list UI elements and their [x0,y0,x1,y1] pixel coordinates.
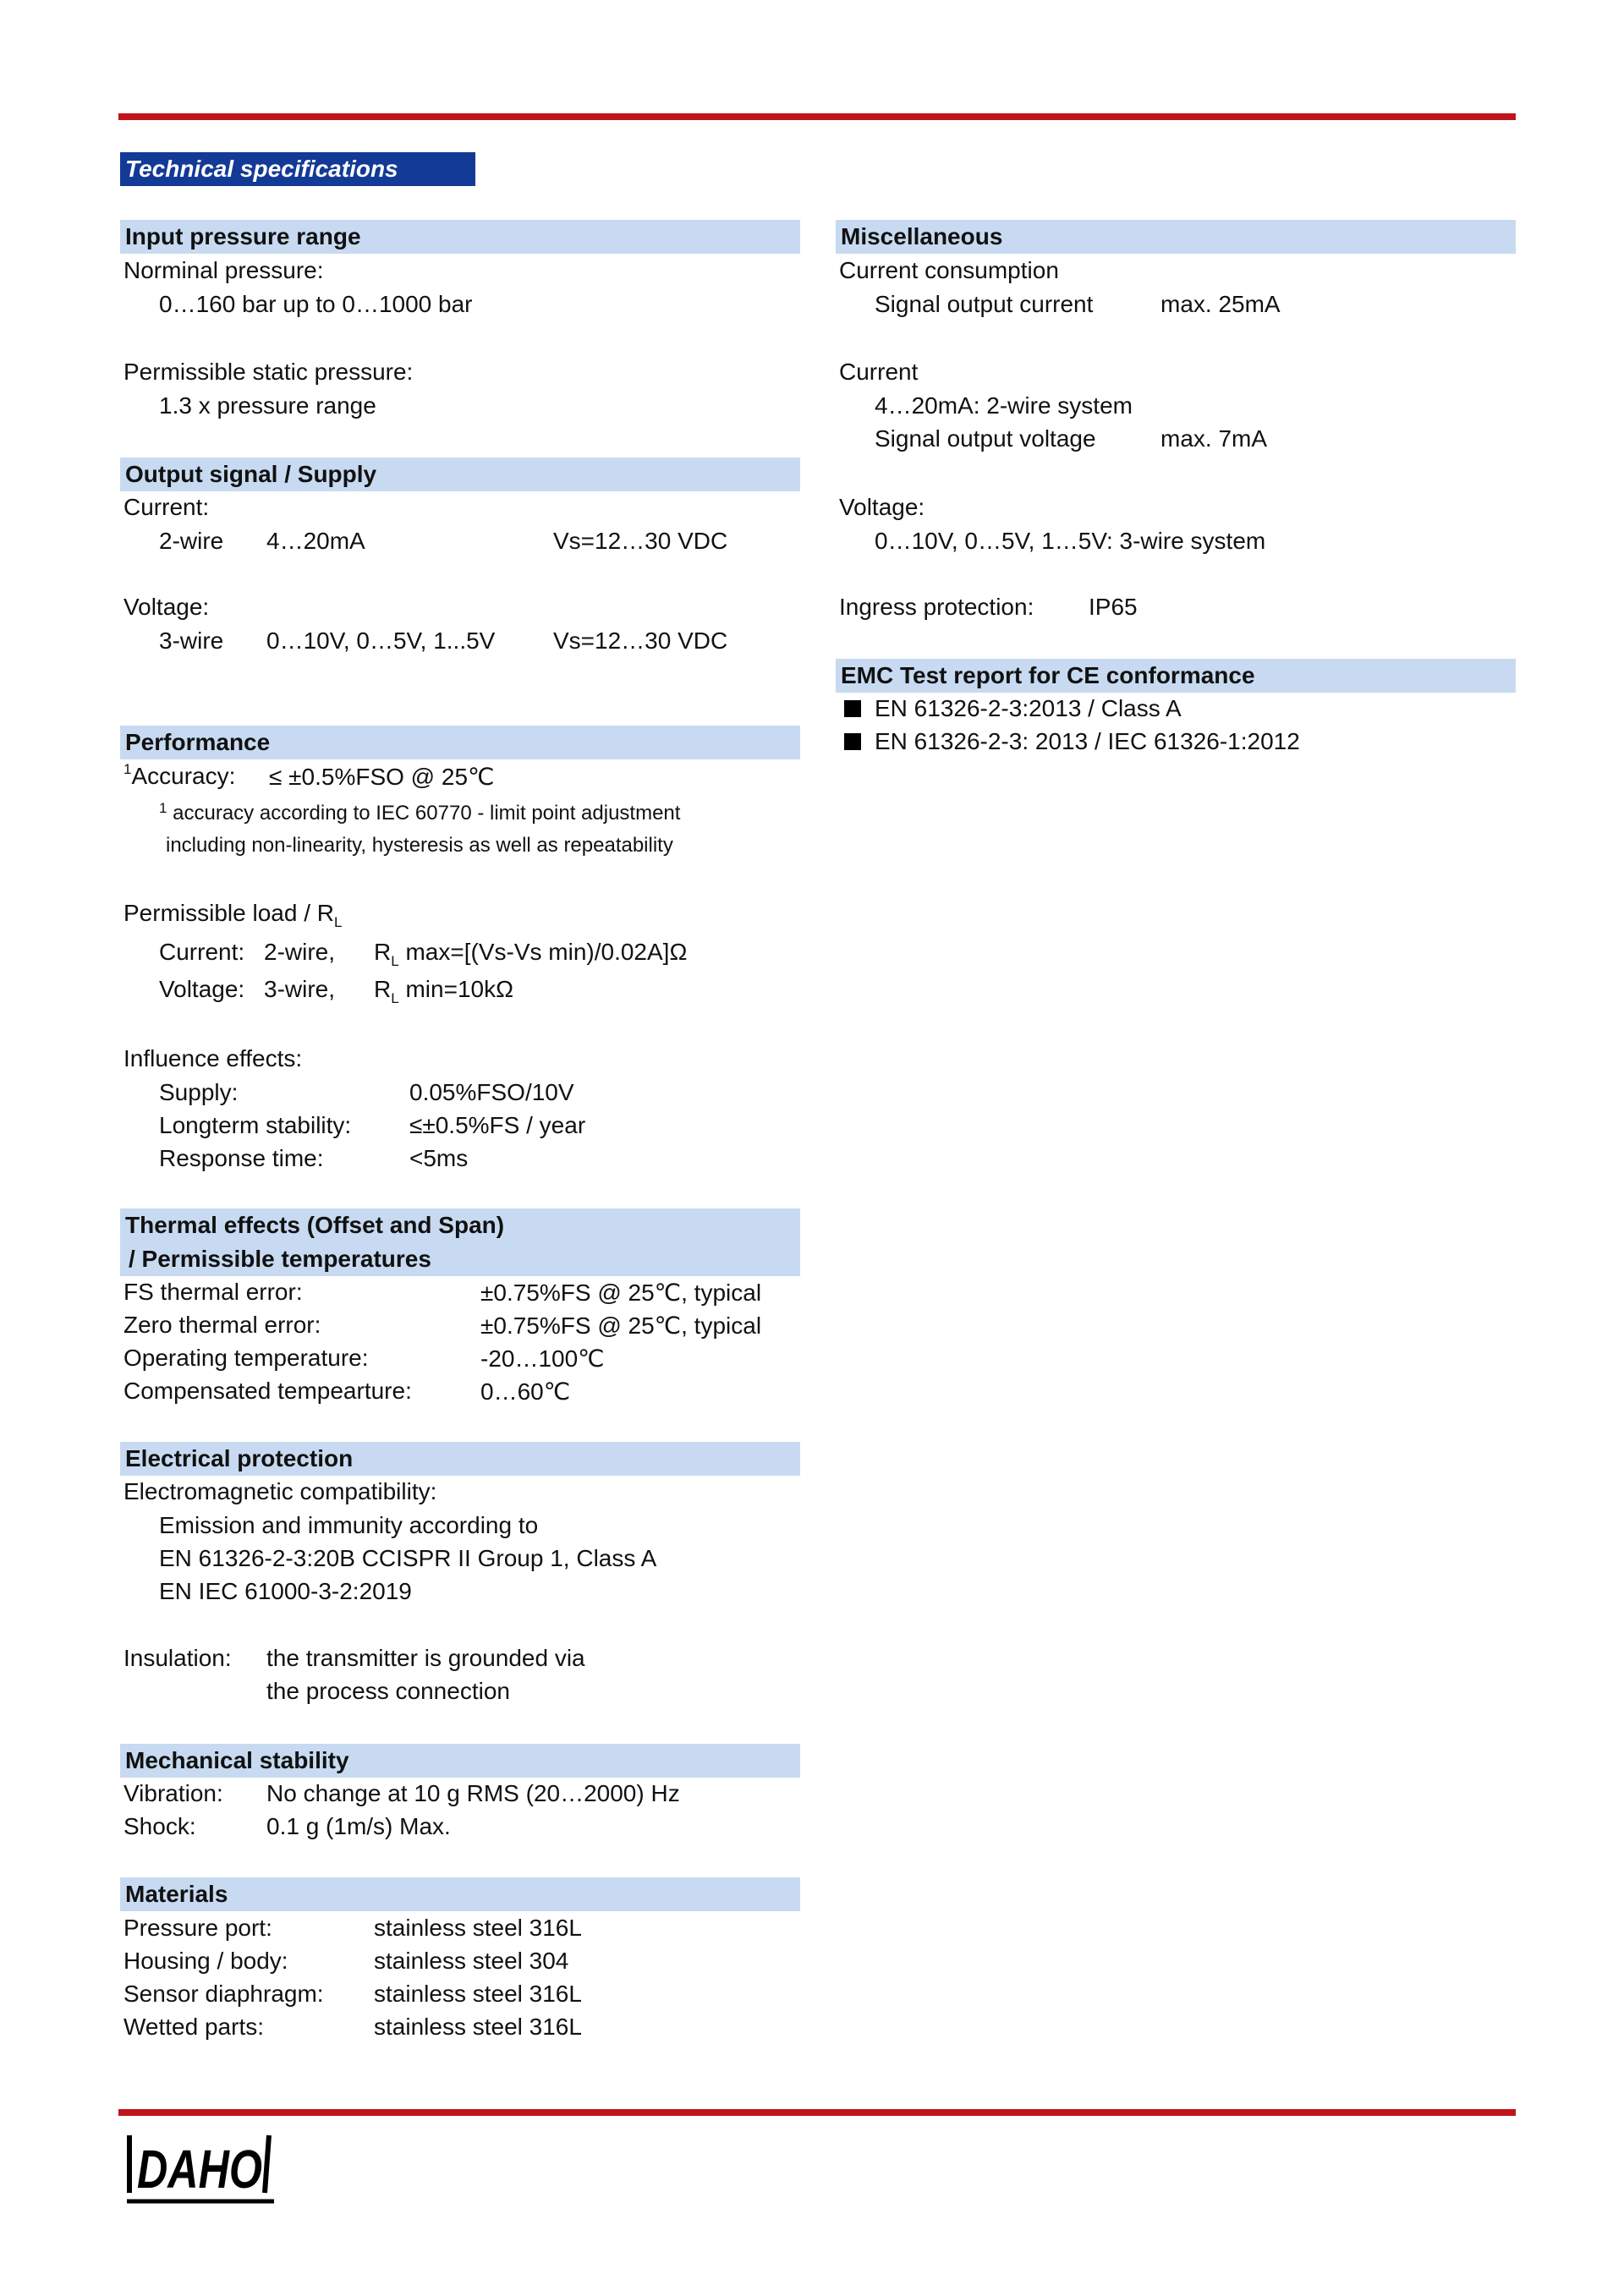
housing-label: Housing / body: [123,1948,288,1974]
load-voltage-formula [374,976,514,1006]
emc-report-item [844,695,1182,722]
response-label: Response time: [159,1145,324,1171]
insulation-line2: the process connection [266,1678,510,1704]
longterm-label: Longterm stability: [159,1112,352,1138]
load-voltage-r-sub: L [391,990,399,1006]
section-input-pressure: Input pressure range [120,220,800,254]
output-current-supply: Vs=12…30 VDC [553,528,728,554]
ingress-value: IP65 [1089,594,1138,620]
square-bullet-icon [844,733,861,750]
compensated-temp-value: 0…60℃ [480,1378,571,1405]
output-current-wire: 2-wire [159,528,224,554]
static-pressure-label: Permissible static pressure: [123,359,414,385]
emc-report-item [844,728,1300,755]
load-voltage-wire: 3-wire, [264,976,336,1002]
output-voltage-range: 0…10V, 0…5V, 1...5V [266,627,496,654]
section-mechanical-stability: Mechanical stability [120,1744,800,1778]
accuracy-label: Accuracy: [131,763,236,789]
section-emc-report: EMC Test report for CE conformance [836,659,1516,693]
emc-line3: EN IEC 61000-3-2:2019 [159,1578,412,1604]
wetted-parts-label: Wetted parts: [123,2014,265,2040]
pressure-port-value: stainless steel 316L [374,1915,582,1941]
misc-current-label: Current [839,359,919,385]
zero-thermal-label: Zero thermal error: [123,1312,321,1338]
emc-line1: Emission and immunity according to [159,1512,539,1538]
page-title: Technical specifications [120,152,475,186]
sensor-diaphragm-value: stainless steel 316L [374,1981,582,2007]
operating-temp-value: -20…100℃ [480,1345,605,1372]
misc-voltage-label: Voltage: [839,494,925,520]
consumption-label: Current consumption [839,257,1059,283]
daho-logo [125,2127,277,2205]
emc-label: Electromagnetic compatibility: [123,1478,437,1504]
housing-value: stainless steel 304 [374,1948,569,1974]
wetted-parts-value: stainless steel 316L [374,2014,582,2040]
emc-report-item-text: EN 61326-2-3:2013 / Class A [875,695,1182,721]
insulation-label: Insulation: [123,1645,232,1671]
section-thermal-effects [120,1208,800,1276]
permissible-load-label [123,900,343,930]
load-current-r: R [374,939,392,965]
zero-thermal-value: ±0.75%FS @ 25℃, typical [480,1312,762,1339]
permissible-load-text: Permissible load / R [123,900,334,926]
section-output-signal: Output signal / Supply [120,458,800,491]
accuracy-footnote-line1 [159,802,680,825]
compensated-temp-label: Compensated tempearture: [123,1378,412,1404]
nominal-pressure-label: Norminal pressure: [123,257,324,283]
load-voltage-label: Voltage: [159,976,245,1002]
output-voltage-label: Voltage: [123,594,210,620]
shock-value: 0.1 g (1m/s) Max. [266,1813,451,1839]
section-electrical-protection: Electrical protection [120,1442,800,1476]
section-materials: Materials [120,1877,800,1911]
supply-value: 0.05%FSO/10V [409,1079,574,1105]
output-voltage-wire: 3-wire [159,627,224,654]
load-current-formula [374,939,688,969]
emc-report-item-text: EN 61326-2-3: 2013 / IEC 61326-1:2012 [875,728,1300,754]
load-voltage-r: R [374,976,392,1002]
emc-line2: EN 61326-2-3:20B CCISPR II Group 1, Class A [159,1545,657,1571]
insulation-line1: the transmitter is grounded via [266,1645,585,1671]
signal-current-value: max. 25mA [1160,291,1281,317]
operating-temp-label: Operating temperature: [123,1345,369,1371]
load-current-wire: 2-wire, [264,939,336,965]
footnote-text-1: accuracy according to IEC 60770 - limit point adjustment [173,802,681,825]
footer-rule [118,2109,1516,2116]
section-miscellaneous: Miscellaneous [836,220,1516,254]
load-current-label: Current: [159,939,245,965]
logo-text: DAHO [137,2139,262,2200]
misc-current-system: 4…20mA: 2-wire system [875,392,1133,419]
signal-voltage-label: Signal output voltage [875,425,1096,452]
ingress-label: Ingress protection: [839,594,1034,620]
static-pressure-value: 1.3 x pressure range [159,392,376,419]
accuracy-row [123,763,235,790]
output-voltage-supply: Vs=12…30 VDC [553,627,728,654]
shock-label: Shock: [123,1813,196,1839]
logo-right-bar [265,2135,269,2193]
output-current-label: Current: [123,494,210,520]
response-value: <5ms [409,1145,469,1171]
accuracy-footnote-marker: 1 [123,761,132,777]
thermal-heading-line2: / Permissible temperatures [129,1246,431,1272]
influence-effects-label: Influence effects: [123,1045,303,1071]
longterm-value: ≤±0.5%FS / year [409,1112,586,1138]
accuracy-footnote-line2: including non-linearity, hysteresis as well as repeatability [166,834,673,857]
load-voltage-formula-text: min=10kΩ [405,976,514,1002]
load-current-r-sub: L [391,953,399,969]
nominal-pressure-value: 0…160 bar up to 0…1000 bar [159,291,473,317]
vibration-value: No change at 10 g RMS (20…2000) Hz [266,1780,680,1806]
signal-voltage-value: max. 7mA [1160,425,1268,452]
accuracy-value: ≤ ±0.5%FSO @ 25℃ [269,764,495,790]
header-rule [118,113,1516,120]
pressure-port-label: Pressure port: [123,1915,272,1941]
load-current-formula-text: max=[(Vs-Vs min)/0.02A]Ω [405,939,688,965]
permissible-load-sub: L [333,914,343,930]
square-bullet-icon [844,700,861,717]
supply-label: Supply: [159,1079,239,1105]
misc-voltage-system: 0…10V, 0…5V, 1…5V: 3-wire system [875,528,1266,554]
sensor-diaphragm-label: Sensor diaphragm: [123,1981,324,2007]
fs-thermal-label: FS thermal error: [123,1279,303,1305]
vibration-label: Vibration: [123,1780,223,1806]
footnote-marker: 1 [159,800,167,816]
fs-thermal-value: ±0.75%FS @ 25℃, typical [480,1280,762,1306]
output-current-range: 4…20mA [266,528,365,554]
thermal-heading-line1: Thermal effects (Offset and Span) [125,1212,505,1238]
section-performance: Performance [120,726,800,759]
signal-current-label: Signal output current [875,291,1094,317]
